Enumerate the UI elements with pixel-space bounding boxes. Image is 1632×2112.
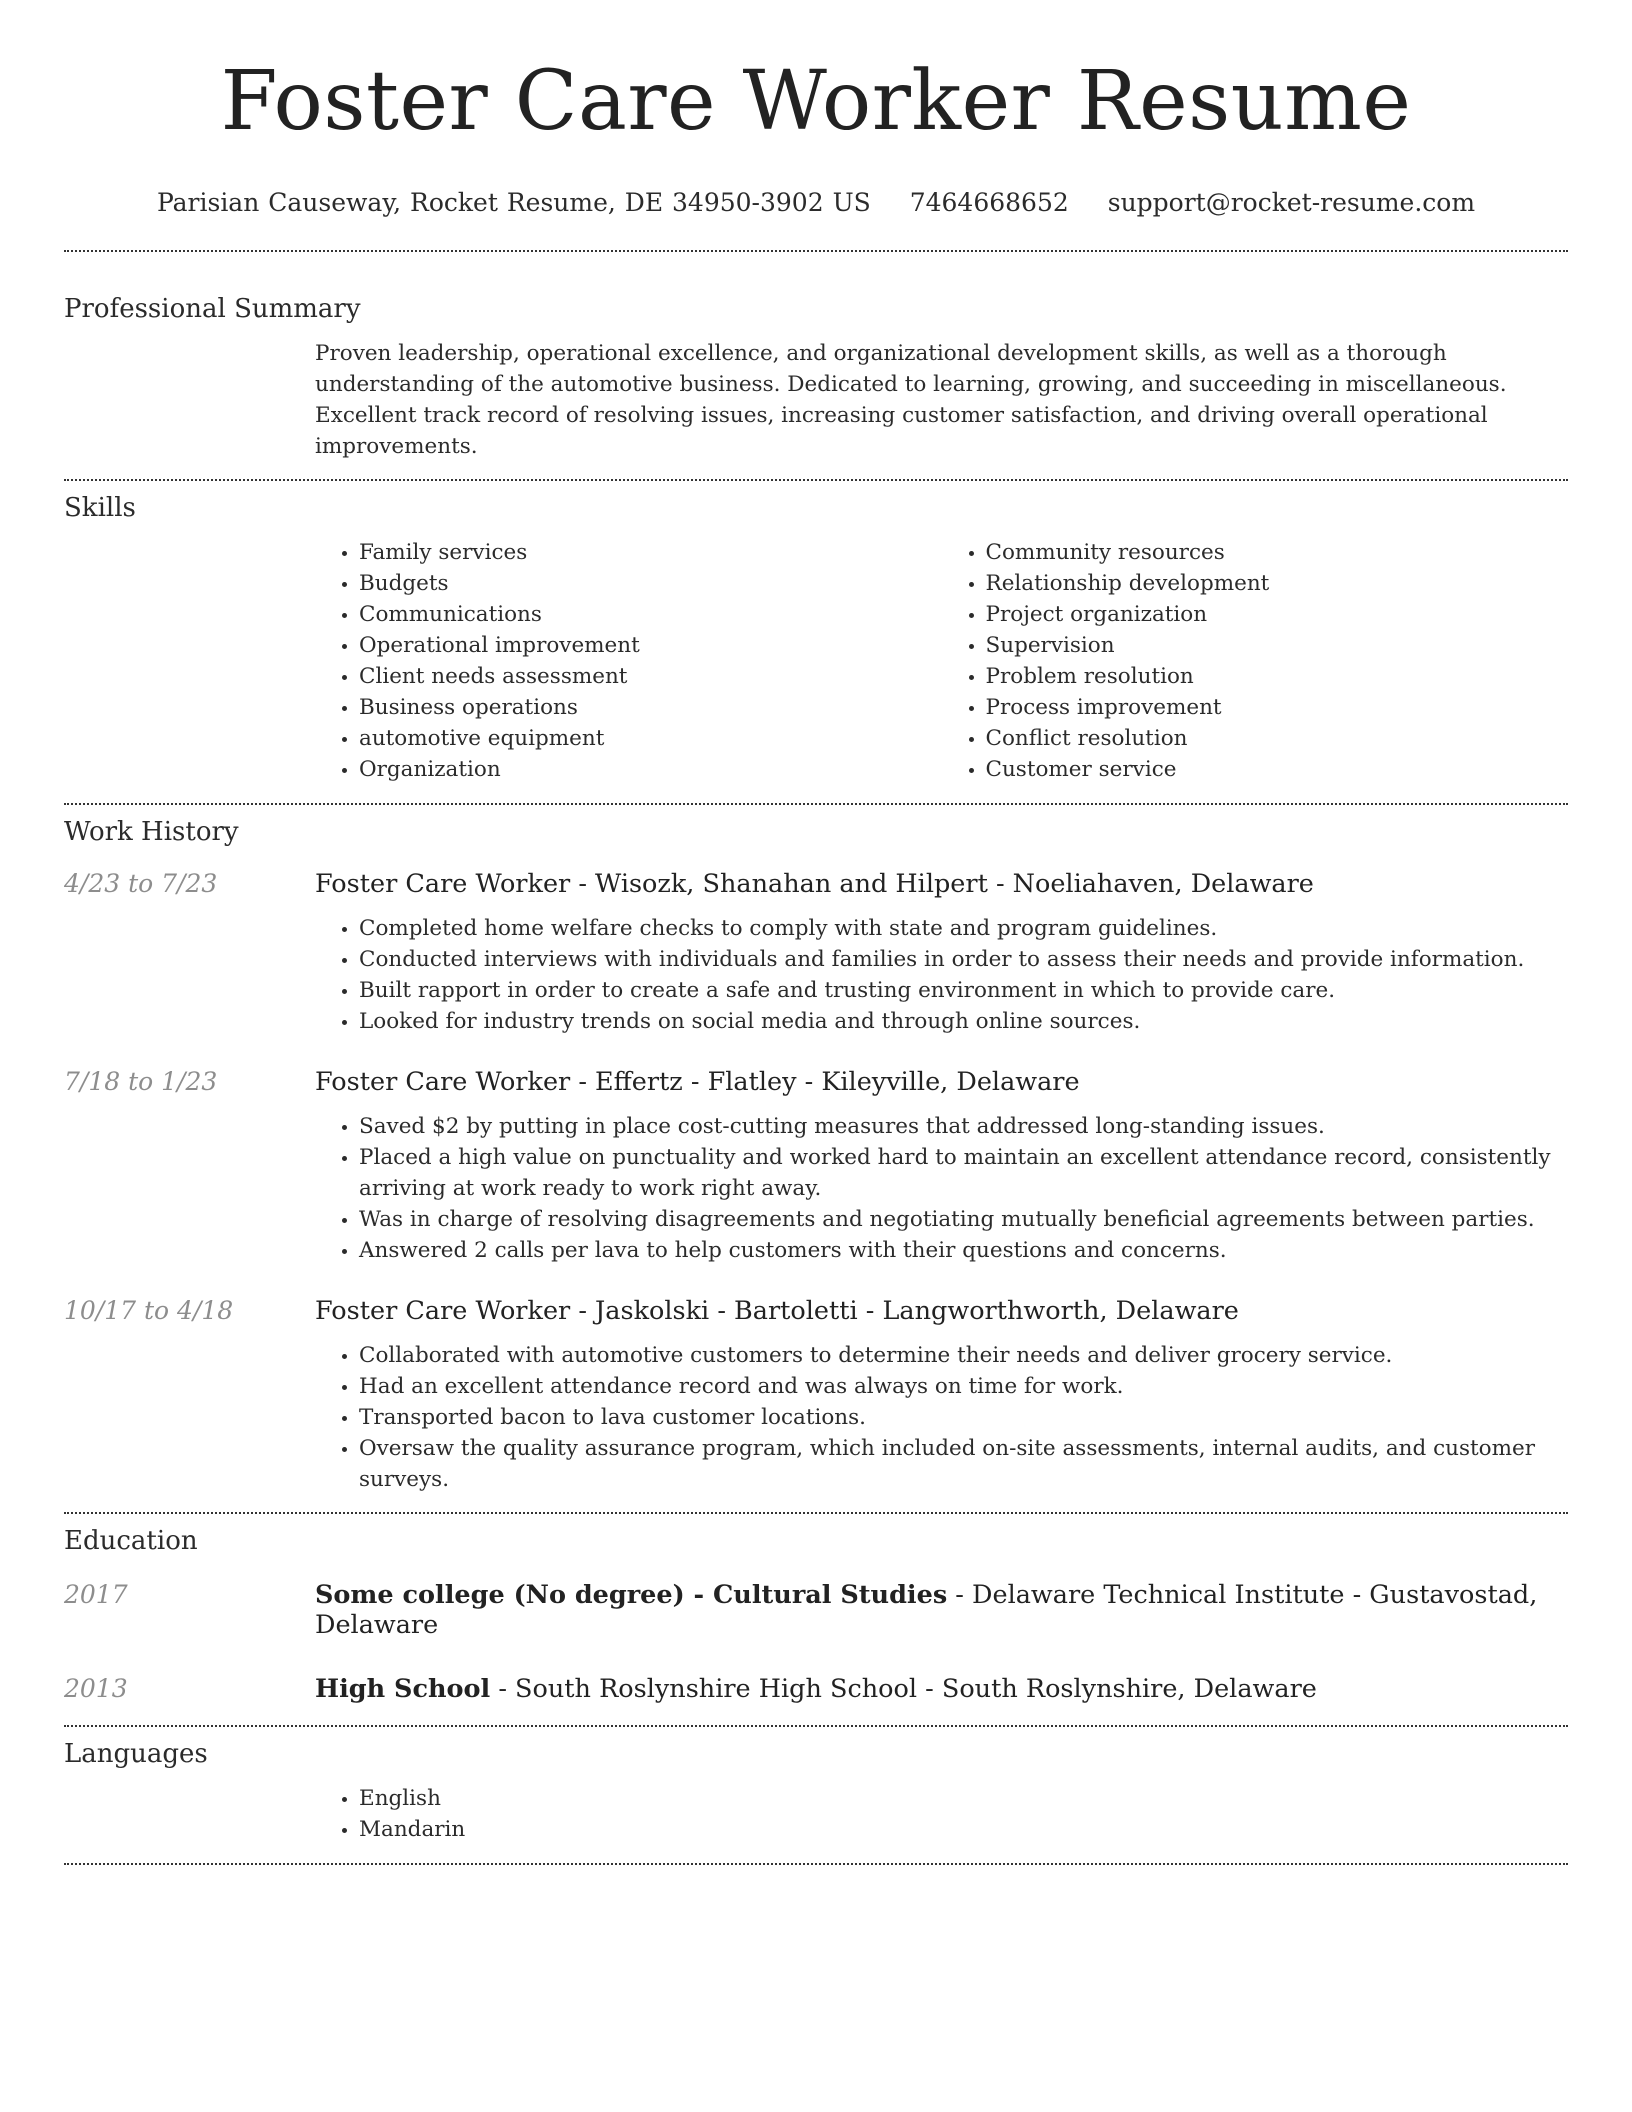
skill-item: • Budgets (359, 568, 942, 599)
contact-email: support@rocket-resume.com (1107, 188, 1476, 217)
skill-item: • Relationship development (986, 568, 1569, 599)
education-entry (64, 1674, 1568, 1704)
skills-column-left (315, 537, 942, 785)
skill-item: • Client needs assessment (359, 661, 942, 692)
education-title (315, 1674, 1317, 1704)
skills-column-right (942, 537, 1569, 785)
skill-item: • Organization (359, 754, 942, 785)
divider (64, 1863, 1568, 1865)
job-bullet: • Built rapport in order to create a safe and trusting environment in which to provide care. (359, 975, 1568, 1006)
section-heading-skills: Skills (64, 493, 136, 523)
education-year: 2013 (64, 1674, 128, 1703)
job-entry (64, 869, 1568, 1037)
job-bullets (315, 1340, 1568, 1495)
education-entry (64, 1580, 1568, 1640)
education-details: - Delaware Technical Institute - Gustavostad, Delaware (315, 1580, 1538, 1640)
resume-title: Foster Care Worker Resume (220, 54, 1412, 149)
language-item: • English (359, 1783, 1568, 1814)
skill-item: • Business operations (359, 692, 942, 723)
job-bullet: • Answered 2 calls per lava to help customers with their questions and concerns. (359, 1235, 1568, 1266)
job-title: Foster Care Worker - Wisozk, Shanahan and Hilpert - Noeliahaven, Delaware (315, 869, 1314, 899)
job-bullet: • Was in charge of resolving disagreements and negotiating mutually beneficial agreements between parties. (359, 1204, 1568, 1235)
skill-item: • Community resources (986, 537, 1569, 568)
skills-list (315, 537, 1568, 785)
language-item: • Mandarin (359, 1814, 1568, 1845)
skill-item: • Family services (359, 537, 942, 568)
education-degree: Some college (No degree) - Cultural Studies (315, 1580, 948, 1610)
job-bullet: • Oversaw the quality assurance program, which included on-site assessments, internal audits, and customer surveys. (359, 1433, 1568, 1495)
job-dates: 10/17 to 4/18 (64, 1296, 234, 1325)
job-bullet: • Had an excellent attendance record and was always on time for work. (359, 1371, 1568, 1402)
education-details: - South Roslynshire High School - South Roslynshire, Delaware (490, 1674, 1317, 1704)
summary-block (315, 338, 1568, 462)
education-title (315, 1580, 1568, 1640)
job-entry (64, 1067, 1568, 1266)
divider (64, 479, 1568, 481)
contact-line (64, 188, 1568, 217)
skill-item: • Communications (359, 599, 942, 630)
job-dates: 4/23 to 7/23 (64, 869, 218, 898)
job-bullet: • Transported bacon to lava customer locations. (359, 1402, 1568, 1433)
divider (64, 1512, 1568, 1514)
job-bullet: • Completed home welfare checks to comply with state and program guidelines. (359, 913, 1568, 944)
contact-phone: 7464668652 (909, 188, 1069, 217)
job-bullet: • Looked for industry trends on social media and through online sources. (359, 1006, 1568, 1037)
divider (64, 803, 1568, 805)
section-heading-education: Education (64, 1526, 198, 1556)
job-bullet: • Saved $2 by putting in place cost-cutting measures that addressed long-standing issues. (359, 1111, 1568, 1142)
skill-item: • Conflict resolution (986, 723, 1569, 754)
section-heading-languages: Languages (64, 1739, 208, 1769)
job-title: Foster Care Worker - Jaskolski - Bartoletti - Langworthworth, Delaware (315, 1296, 1239, 1326)
skill-item: • automotive equipment (359, 723, 942, 754)
skill-item: • Operational improvement (359, 630, 942, 661)
job-bullet: • Conducted interviews with individuals and families in order to assess their needs and provide information. (359, 944, 1568, 975)
job-bullets (315, 913, 1568, 1037)
job-entry (64, 1296, 1568, 1495)
languages-list (315, 1783, 1568, 1845)
skill-item: • Process improvement (986, 692, 1569, 723)
job-bullets (315, 1111, 1568, 1266)
section-heading-summary: Professional Summary (64, 294, 361, 324)
section-heading-work: Work History (64, 817, 239, 847)
education-degree: High School (315, 1674, 491, 1704)
job-bullet: • Collaborated with automotive customers to determine their needs and deliver grocery service. (359, 1340, 1568, 1371)
job-title: Foster Care Worker - Effertz - Flatley - Kileyville, Delaware (315, 1067, 1080, 1097)
summary-text: Proven leadership, operational excellence, and organizational development skills, as well as a thorough understanding of the automotive business. Dedicated to learning, growing, and succeeding in miscellaneous. Excellent track record of resolving issues, increasing customer satisfaction, and driving overall operational improvements. (315, 341, 1507, 459)
skill-item: • Supervision (986, 630, 1569, 661)
divider (64, 250, 1568, 252)
contact-address: Parisian Causeway, Rocket Resume, DE 34950-3902 US (156, 188, 871, 217)
divider (64, 1725, 1568, 1727)
job-bullet: • Placed a high value on punctuality and worked hard to maintain an excellent attendance record, consistently arriving at work ready to work right away. (359, 1142, 1568, 1204)
resume-page (64, 0, 1568, 1865)
skill-item: • Project organization (986, 599, 1569, 630)
job-dates: 7/18 to 1/23 (64, 1067, 218, 1096)
skill-item: • Customer service (986, 754, 1569, 785)
skill-item: • Problem resolution (986, 661, 1569, 692)
education-year: 2017 (64, 1580, 128, 1609)
